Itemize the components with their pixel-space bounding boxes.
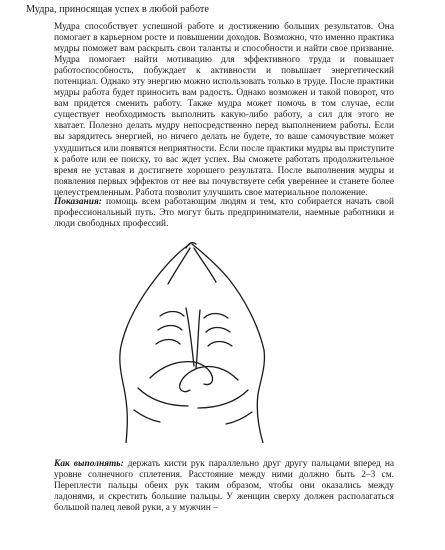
indications-label: Показания: bbox=[54, 197, 102, 207]
howto-paragraph bbox=[54, 459, 394, 514]
indications-paragraph bbox=[54, 197, 394, 230]
mudra-hands-illustration bbox=[98, 238, 288, 443]
page-title: Мудра, приносящая успех в любой работе bbox=[26, 4, 209, 15]
howto-label: Как выполнять: bbox=[54, 459, 124, 469]
howto-text: держать кисти рук параллельно друг другу пальцами вперед на уровне солнечного сплетения. Расстояние между ними должно быть 2–3 см. Переплести пальцы обеих рук таким образом, чтобы они оказались между ладонями, и скрестить большие пальцы. У женщин сверху должен располагаться большой палец левой руки, а у мужчин – bbox=[54, 459, 394, 514]
intro-text: Мудра способствует успешной работе и достижению больших результатов. Она помогает в карьерном росте и повышении доходов. Возможно, что именно практика мудры поможет вам раскрыть свои таланты и способности и найти свое призвание. Мудра помогает найти мотивацию для эффективного труда и повышает работоспособность, побуждает к активности и повышает энергетический потенциал. Однако эту энергию можно использовать только в труде. После практики мудры работа будет приносить вам радость. Однако возможен и такой поворот, что вам придется сменить работу. Также мудра может помочь в том случае, если существует необходимость выполнить какую-либо работу, а сил для этого не хватает. Полезно делать мудру непосредственно перед выполнением работы. Если вы зарядитесь энергией, но ничего делать не будете, то ваше самочувствие может ухудшиться или появятся неприятности. Если после практики мудры вы приступите к работе или ее поиску, то вас ждет успех. Вы сможете работать продолжительное время не уставая и достигнете хорошего результата. После выполнения мудры и появления первых эффектов от нее вы почувствуете себя увереннее и станете более целеустремленным. Работа позволит улучшить свое материальное положение. bbox=[54, 22, 394, 198]
indications-text: помощь всем работающим людям и тем, кто собирается начать свой профессиональный путь. Это могут быть предприниматели, наемные работники и люди свободных профессий. bbox=[54, 197, 394, 230]
intro-paragraph bbox=[54, 22, 394, 199]
